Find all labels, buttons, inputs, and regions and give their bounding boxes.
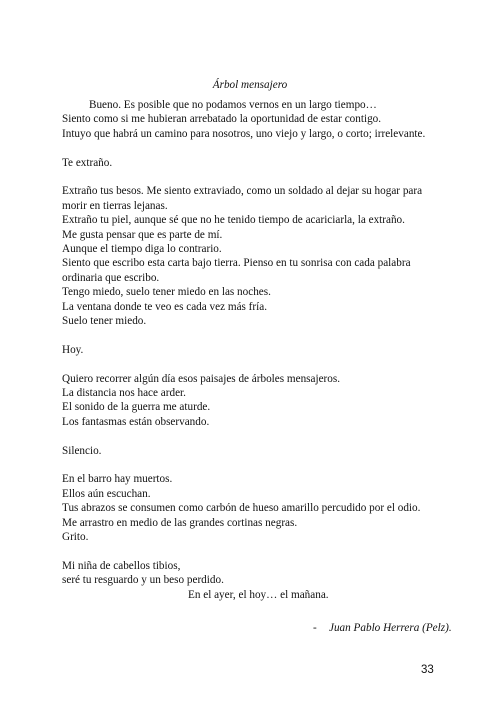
poem-line: Aunque el tiempo diga lo contrario. (62, 243, 222, 256)
poem-line: Los fantasmas están observando. (62, 415, 210, 428)
poem-line: Extraño tus besos. Me siento extraviado, como un soldado al dejar su hogar para morir en tierras lejanas. (62, 185, 423, 212)
stanza-5 (62, 372, 442, 430)
poem-line: En el ayer, el hoy… el mañana. (188, 588, 329, 601)
poem-line: Extraño tu piel, aunque sé que no he tenido tiempo de acariciarla, la extraño. (62, 214, 405, 227)
poem-line: Tengo miedo, suelo tener miedo en las noches. (62, 286, 271, 299)
poem-body (62, 98, 442, 617)
poem-line: La distancia nos hace arder. (62, 387, 186, 400)
signature (313, 621, 452, 635)
poem-line: Mi niña de cabellos tibios, (62, 559, 181, 572)
signature-dash: - (313, 622, 317, 634)
poem-line: Tus abrazos se consumen como carbón de hueso amarillo percudido por el odio. (62, 502, 421, 515)
page-number: 33 (421, 664, 434, 676)
poem-line: Bueno. Es posible que no podamos vernos en un largo tiempo… (89, 99, 377, 111)
poem-line: Silencio. (62, 444, 102, 457)
poem-line: Quiero recorrer algún día esos paisajes de árboles mensajeros. (62, 372, 341, 385)
poem-line: Grito. (62, 531, 89, 544)
stanza-6 (62, 444, 442, 458)
poem-line: Te extraño. (62, 156, 113, 169)
poem-line: Ellos aún escuchan. (62, 487, 151, 500)
stanza-8 (62, 559, 442, 602)
poem-line: Intuyo que habrá un camino para nosotros, uno viejo y largo, o corto; irrelevante. (62, 127, 426, 140)
poem-line: La ventana donde te veo es cada vez más fría. (62, 300, 268, 313)
poem-line: El sonido de la guerra me aturde. (62, 401, 211, 414)
poem-line: seré tu resguardo y un beso perdido. (62, 574, 224, 587)
poem-line: Hoy. (62, 343, 84, 356)
poem-line: En el barro hay muertos. (62, 473, 173, 486)
poem-line: Siento como si me hubieran arrebatado la oportunidad de estar contigo. (62, 113, 382, 126)
author-name: Juan Pablo Herrera (Pelz). (329, 622, 452, 634)
poem-line: Siento que escribo esta carta bajo tierra. Pienso en tu sonrisa con cada palabra ordinaria que escribo. (62, 257, 411, 284)
poem-title: Árbol mensajero (212, 79, 288, 91)
stanza-3 (62, 184, 442, 328)
poem-line: Me gusta pensar que es parte de mí. (62, 228, 223, 241)
stanza-1 (62, 98, 442, 141)
stanza-4 (62, 343, 442, 357)
poem-line: Suelo tener miedo. (62, 315, 147, 328)
stanza-7 (62, 472, 442, 544)
stanza-2 (62, 156, 442, 170)
poem-line: Me arrastro en medio de las grandes cortinas negras. (62, 516, 298, 529)
